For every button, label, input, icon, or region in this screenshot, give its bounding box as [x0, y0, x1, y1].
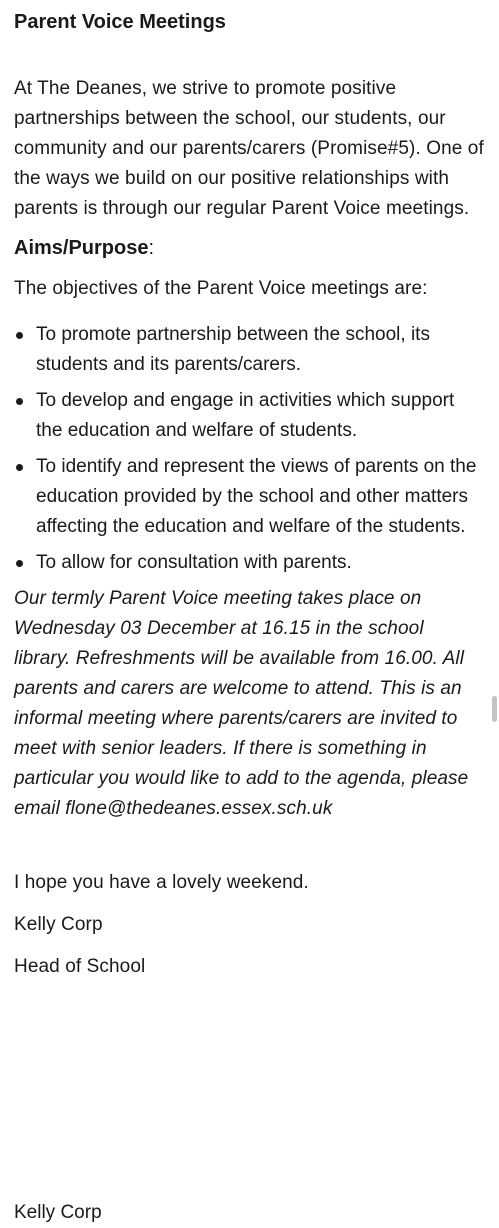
- list-item-text: To promote partnership between the school, its students and its parents/carers.: [36, 324, 430, 375]
- bullet-icon: [16, 332, 23, 339]
- signature-role: Head of School: [14, 956, 146, 977]
- list-item: [14, 320, 485, 380]
- list-item: [14, 452, 485, 542]
- list-item: [14, 548, 485, 578]
- intro-paragraph: At The Deanes, we strive to promote positive partnerships between the school, our students, our community and our parents/carers (Promise#5). One of the ways we build on our positive relationships with parents is through our regular Parent Voice meetings.: [14, 78, 484, 219]
- document-page: [0, 8, 499, 982]
- signature-name: Kelly Corp: [14, 914, 103, 935]
- list-item-text: To develop and engage in activities which support the education and welfare of students.: [36, 390, 455, 441]
- list-item-text: To identify and represent the views of parents on the education provided by the school and other matters affecting the education and welfare of the students.: [36, 456, 477, 537]
- list-item: [14, 386, 485, 446]
- closing-line: I hope you have a lovely weekend.: [14, 872, 309, 893]
- page-title: Parent Voice Meetings: [14, 11, 226, 33]
- bullet-icon: [16, 398, 23, 405]
- scrollbar-thumb[interactable]: [492, 696, 497, 722]
- objectives-list: [14, 320, 485, 578]
- bullet-icon: [16, 464, 23, 471]
- bullet-icon: [16, 560, 23, 567]
- aims-heading: [14, 234, 485, 262]
- objectives-intro: The objectives of the Parent Voice meetings are:: [14, 278, 428, 299]
- aims-heading-text: Aims/Purpose: [14, 237, 149, 259]
- list-item-text: To allow for consultation with parents.: [36, 552, 352, 573]
- meeting-details: Our termly Parent Voice meeting takes place on Wednesday 03 December at 16.15 in the school library. Refreshments will be available from 16.00. All parents and carers are welcome to attend. This is an informal meeting where parents/carers are invited to meet with senior leaders. If there is something in particular you would like to add to the agenda, please email flone@thedeanes.essex.sch.uk: [14, 588, 469, 819]
- cutoff-text: Kelly Corp: [14, 1202, 102, 1223]
- aims-heading-colon: :: [148, 237, 155, 259]
